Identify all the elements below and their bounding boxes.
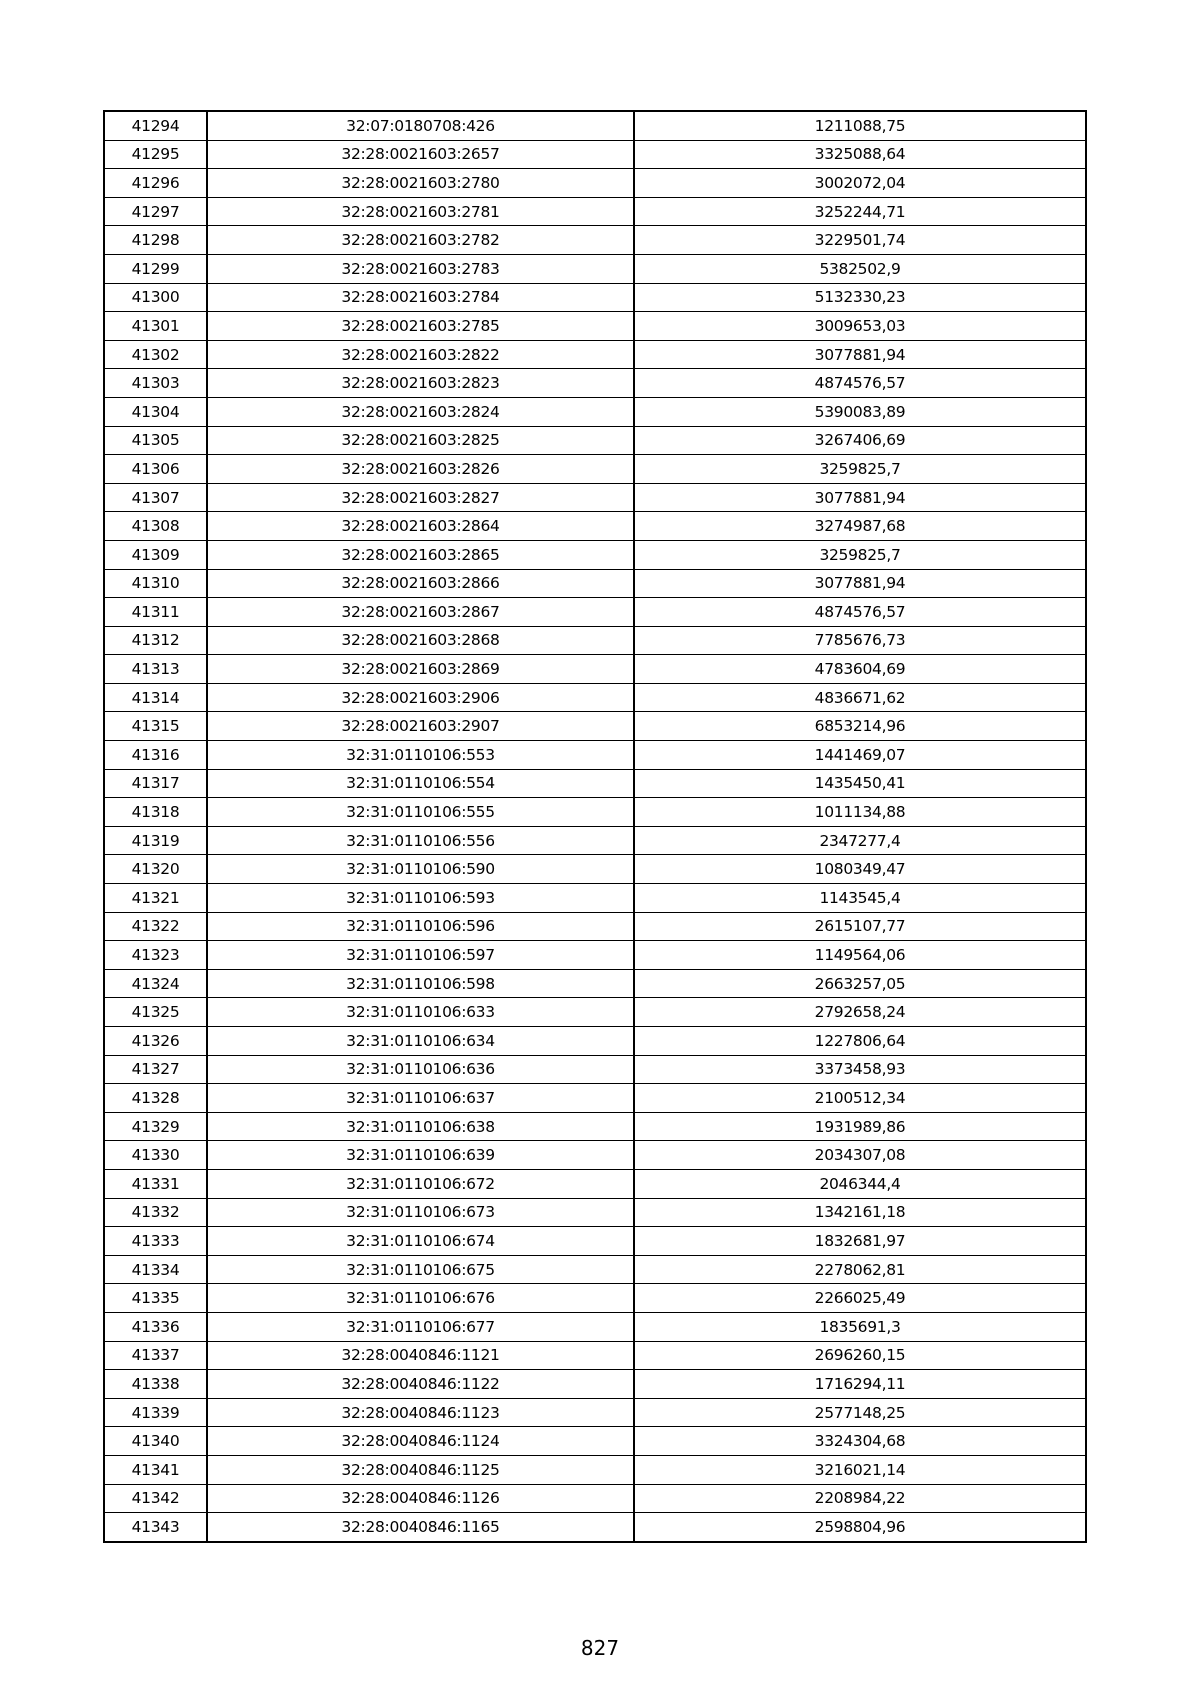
- cadastre-table: [103, 110, 1087, 1543]
- value-cell: 7785676,73: [634, 626, 1086, 655]
- cadastral-number-cell: 32:31:0110106:638: [207, 1112, 634, 1141]
- value-cell: 2347277,4: [634, 826, 1086, 855]
- row-number-cell: 41317: [104, 769, 207, 798]
- value-cell: 3373458,93: [634, 1055, 1086, 1084]
- table-row: [104, 1169, 1086, 1198]
- table-row: [104, 140, 1086, 169]
- cadastral-number-cell: 32:28:0021603:2867: [207, 598, 634, 627]
- value-cell: 2278062,81: [634, 1255, 1086, 1284]
- page-number: 827: [580, 1636, 620, 1660]
- row-number-cell: 41308: [104, 512, 207, 541]
- value-cell: 1143545,4: [634, 884, 1086, 913]
- value-cell: 3009653,03: [634, 312, 1086, 341]
- row-number-cell: 41330: [104, 1141, 207, 1170]
- cadastral-number-cell: 32:28:0040846:1124: [207, 1427, 634, 1456]
- row-number-cell: 41335: [104, 1284, 207, 1313]
- table-row: [104, 455, 1086, 484]
- cadastral-number-cell: 32:28:0040846:1122: [207, 1370, 634, 1399]
- cadastral-number-cell: 32:31:0110106:598: [207, 969, 634, 998]
- table-row: [104, 512, 1086, 541]
- value-cell: 3324304,68: [634, 1427, 1086, 1456]
- row-number-cell: 41313: [104, 655, 207, 684]
- table-row: [104, 1398, 1086, 1427]
- table-row: [104, 483, 1086, 512]
- table-row: [104, 569, 1086, 598]
- cadastral-number-cell: 32:28:0021603:2785: [207, 312, 634, 341]
- row-number-cell: 41339: [104, 1398, 207, 1427]
- table-row: [104, 397, 1086, 426]
- cadastral-number-cell: 32:31:0110106:593: [207, 884, 634, 913]
- table-row: [104, 169, 1086, 198]
- value-cell: 5382502,9: [634, 254, 1086, 283]
- value-cell: 3325088,64: [634, 140, 1086, 169]
- cadastral-number-cell: 32:28:0021603:2868: [207, 626, 634, 655]
- cadastral-number-cell: 32:28:0021603:2823: [207, 369, 634, 398]
- table-row: [104, 197, 1086, 226]
- row-number-cell: 41311: [104, 598, 207, 627]
- value-cell: 4874576,57: [634, 598, 1086, 627]
- cadastral-number-cell: 32:31:0110106:597: [207, 941, 634, 970]
- row-number-cell: 41326: [104, 1027, 207, 1056]
- cadastral-number-cell: 32:31:0110106:555: [207, 798, 634, 827]
- row-number-cell: 41300: [104, 283, 207, 312]
- cadastral-number-cell: 32:31:0110106:633: [207, 998, 634, 1027]
- cadastral-number-cell: 32:28:0021603:2865: [207, 540, 634, 569]
- cadastral-number-cell: 32:28:0021603:2824: [207, 397, 634, 426]
- cadastral-number-cell: 32:28:0021603:2906: [207, 683, 634, 712]
- row-number-cell: 41319: [104, 826, 207, 855]
- row-number-cell: 41314: [104, 683, 207, 712]
- table-row: [104, 1055, 1086, 1084]
- table-row: [104, 1455, 1086, 1484]
- table-row: [104, 1084, 1086, 1113]
- row-number-cell: 41310: [104, 569, 207, 598]
- row-number-cell: 41321: [104, 884, 207, 913]
- row-number-cell: 41306: [104, 455, 207, 484]
- value-cell: 2663257,05: [634, 969, 1086, 998]
- table-row: [104, 969, 1086, 998]
- row-number-cell: 41298: [104, 226, 207, 255]
- cadastral-number-cell: 32:28:0021603:2869: [207, 655, 634, 684]
- value-cell: 5132330,23: [634, 283, 1086, 312]
- row-number-cell: 41336: [104, 1312, 207, 1341]
- cadastral-number-cell: 32:28:0021603:2784: [207, 283, 634, 312]
- cadastral-number-cell: 32:31:0110106:673: [207, 1198, 634, 1227]
- cadastral-number-cell: 32:31:0110106:636: [207, 1055, 634, 1084]
- cadastral-number-cell: 32:28:0040846:1125: [207, 1455, 634, 1484]
- table-row: [104, 941, 1086, 970]
- row-number-cell: 41328: [104, 1084, 207, 1113]
- value-cell: 2100512,34: [634, 1084, 1086, 1113]
- value-cell: 3259825,7: [634, 455, 1086, 484]
- table-row: [104, 1198, 1086, 1227]
- table-row: [104, 540, 1086, 569]
- row-number-cell: 41295: [104, 140, 207, 169]
- table-row: [104, 655, 1086, 684]
- value-cell: 1149564,06: [634, 941, 1086, 970]
- table-row: [104, 1141, 1086, 1170]
- cadastral-number-cell: 32:31:0110106:634: [207, 1027, 634, 1056]
- value-cell: 1435450,41: [634, 769, 1086, 798]
- cadastral-number-cell: 32:31:0110106:556: [207, 826, 634, 855]
- cadastral-number-cell: 32:31:0110106:677: [207, 1312, 634, 1341]
- value-cell: 1011134,88: [634, 798, 1086, 827]
- cadastral-number-cell: 32:31:0110106:637: [207, 1084, 634, 1113]
- cadastral-number-cell: 32:28:0040846:1121: [207, 1341, 634, 1370]
- table-row: [104, 340, 1086, 369]
- value-cell: 3252244,71: [634, 197, 1086, 226]
- row-number-cell: 41342: [104, 1484, 207, 1513]
- row-number-cell: 41307: [104, 483, 207, 512]
- cadastral-number-cell: 32:28:0021603:2782: [207, 226, 634, 255]
- table-row: [104, 998, 1086, 1027]
- cadastral-number-cell: 32:31:0110106:639: [207, 1141, 634, 1170]
- table-row: [104, 1370, 1086, 1399]
- table-row: [104, 626, 1086, 655]
- value-cell: 2696260,15: [634, 1341, 1086, 1370]
- value-cell: 1080349,47: [634, 855, 1086, 884]
- cadastral-number-cell: 32:28:0021603:2864: [207, 512, 634, 541]
- row-number-cell: 41334: [104, 1255, 207, 1284]
- cadastral-number-cell: 32:28:0021603:2822: [207, 340, 634, 369]
- value-cell: 3077881,94: [634, 340, 1086, 369]
- table-row: [104, 254, 1086, 283]
- table-row: [104, 426, 1086, 455]
- table-row: [104, 1484, 1086, 1513]
- table-row: [104, 826, 1086, 855]
- cadastral-number-cell: 32:28:0040846:1123: [207, 1398, 634, 1427]
- value-cell: 1441469,07: [634, 741, 1086, 770]
- cadastral-number-cell: 32:31:0110106:675: [207, 1255, 634, 1284]
- row-number-cell: 41343: [104, 1513, 207, 1542]
- row-number-cell: 41338: [104, 1370, 207, 1399]
- cadastral-number-cell: 32:28:0021603:2907: [207, 712, 634, 741]
- cadastral-number-cell: 32:31:0110106:554: [207, 769, 634, 798]
- table-row: [104, 369, 1086, 398]
- row-number-cell: 41299: [104, 254, 207, 283]
- row-number-cell: 41325: [104, 998, 207, 1027]
- value-cell: 2266025,49: [634, 1284, 1086, 1313]
- row-number-cell: 41315: [104, 712, 207, 741]
- value-cell: 5390083,89: [634, 397, 1086, 426]
- value-cell: 3229501,74: [634, 226, 1086, 255]
- value-cell: 1227806,64: [634, 1027, 1086, 1056]
- cadastral-number-cell: 32:28:0021603:2780: [207, 169, 634, 198]
- row-number-cell: 41318: [104, 798, 207, 827]
- table-row: [104, 598, 1086, 627]
- row-number-cell: 41301: [104, 312, 207, 341]
- value-cell: 6853214,96: [634, 712, 1086, 741]
- row-number-cell: 41302: [104, 340, 207, 369]
- table-row: [104, 798, 1086, 827]
- value-cell: 3002072,04: [634, 169, 1086, 198]
- value-cell: 3274987,68: [634, 512, 1086, 541]
- value-cell: 1931989,86: [634, 1112, 1086, 1141]
- value-cell: 3259825,7: [634, 540, 1086, 569]
- table-row: [104, 111, 1086, 140]
- row-number-cell: 41305: [104, 426, 207, 455]
- row-number-cell: 41329: [104, 1112, 207, 1141]
- table-row: [104, 1227, 1086, 1256]
- cadastral-number-cell: 32:31:0110106:672: [207, 1169, 634, 1198]
- cadastral-number-cell: 32:07:0180708:426: [207, 111, 634, 140]
- table-row: [104, 683, 1086, 712]
- cadastral-number-cell: 32:28:0021603:2866: [207, 569, 634, 598]
- value-cell: 2208984,22: [634, 1484, 1086, 1513]
- table-row: [104, 283, 1086, 312]
- table-row: [104, 1112, 1086, 1141]
- cadastral-number-cell: 32:28:0040846:1126: [207, 1484, 634, 1513]
- table-row: [104, 855, 1086, 884]
- value-cell: 3216021,14: [634, 1455, 1086, 1484]
- table-row: [104, 1284, 1086, 1313]
- row-number-cell: 41331: [104, 1169, 207, 1198]
- row-number-cell: 41312: [104, 626, 207, 655]
- table-row: [104, 912, 1086, 941]
- value-cell: 2577148,25: [634, 1398, 1086, 1427]
- value-cell: 1832681,97: [634, 1227, 1086, 1256]
- cadastral-number-cell: 32:28:0021603:2781: [207, 197, 634, 226]
- row-number-cell: 41294: [104, 111, 207, 140]
- table-row: [104, 1312, 1086, 1341]
- value-cell: 2615107,77: [634, 912, 1086, 941]
- table-row: [104, 1027, 1086, 1056]
- cadastral-number-cell: 32:31:0110106:553: [207, 741, 634, 770]
- row-number-cell: 41304: [104, 397, 207, 426]
- cadastral-number-cell: 32:28:0021603:2826: [207, 455, 634, 484]
- cadastral-number-cell: 32:31:0110106:590: [207, 855, 634, 884]
- cadastral-number-cell: 32:31:0110106:676: [207, 1284, 634, 1313]
- row-number-cell: 41327: [104, 1055, 207, 1084]
- row-number-cell: 41332: [104, 1198, 207, 1227]
- row-number-cell: 41309: [104, 540, 207, 569]
- cadastral-number-cell: 32:28:0021603:2657: [207, 140, 634, 169]
- value-cell: 2034307,08: [634, 1141, 1086, 1170]
- value-cell: 2046344,4: [634, 1169, 1086, 1198]
- cadastral-number-cell: 32:28:0021603:2827: [207, 483, 634, 512]
- row-number-cell: 41320: [104, 855, 207, 884]
- cadastral-number-cell: 32:31:0110106:596: [207, 912, 634, 941]
- value-cell: 3077881,94: [634, 483, 1086, 512]
- value-cell: 3267406,69: [634, 426, 1086, 455]
- table-row: [104, 769, 1086, 798]
- cadastral-number-cell: 32:28:0021603:2783: [207, 254, 634, 283]
- row-number-cell: 41322: [104, 912, 207, 941]
- row-number-cell: 41337: [104, 1341, 207, 1370]
- value-cell: 2598804,96: [634, 1513, 1086, 1542]
- table-row: [104, 884, 1086, 913]
- value-cell: 2792658,24: [634, 998, 1086, 1027]
- table-row: [104, 1513, 1086, 1542]
- row-number-cell: 41303: [104, 369, 207, 398]
- row-number-cell: 41316: [104, 741, 207, 770]
- row-number-cell: 41333: [104, 1227, 207, 1256]
- table-row: [104, 1427, 1086, 1456]
- row-number-cell: 41340: [104, 1427, 207, 1456]
- cadastral-number-cell: 32:28:0040846:1165: [207, 1513, 634, 1542]
- cadastral-number-cell: 32:28:0021603:2825: [207, 426, 634, 455]
- value-cell: 4836671,62: [634, 683, 1086, 712]
- row-number-cell: 41341: [104, 1455, 207, 1484]
- value-cell: 3077881,94: [634, 569, 1086, 598]
- table-row: [104, 741, 1086, 770]
- cadastral-number-cell: 32:31:0110106:674: [207, 1227, 634, 1256]
- row-number-cell: 41296: [104, 169, 207, 198]
- value-cell: 1835691,3: [634, 1312, 1086, 1341]
- table-row: [104, 1255, 1086, 1284]
- value-cell: 4783604,69: [634, 655, 1086, 684]
- value-cell: 1716294,11: [634, 1370, 1086, 1399]
- table-row: [104, 1341, 1086, 1370]
- value-cell: 1342161,18: [634, 1198, 1086, 1227]
- table-row: [104, 312, 1086, 341]
- value-cell: 1211088,75: [634, 111, 1086, 140]
- table-row: [104, 226, 1086, 255]
- value-cell: 4874576,57: [634, 369, 1086, 398]
- row-number-cell: 41324: [104, 969, 207, 998]
- table-row: [104, 712, 1086, 741]
- row-number-cell: 41323: [104, 941, 207, 970]
- table-body: [104, 111, 1086, 1542]
- row-number-cell: 41297: [104, 197, 207, 226]
